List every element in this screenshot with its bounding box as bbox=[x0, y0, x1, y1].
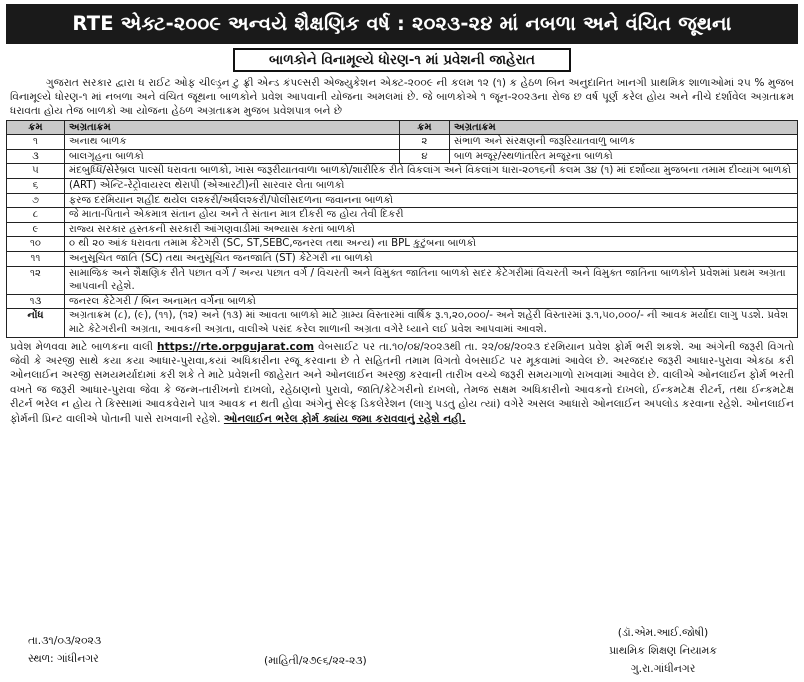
note-text: અગ્રતાક્રમ (૮), (૯), (૧૧), (૧૨) અને (૧૩) માં આવતા બાળકો માટે ગ્રામ્ય વિસ્તારમાં વાર્ષિક રૂ.૧,૨૦,૦૦૦/- અને શહેરી વિસ્તારમાં રૂ.૧,૫૦,૦૦૦/- ની આવક મર્યાદા લાગુ પડશે. પ્રવેશ માટે કેટેગરીની અગ્રતા, આવકની અગ્રતા, વાલીએ પસંદ કરેલ શાળાની અગ્રતા વગેરે ધ્યાને લઈ પ્રવેશ આપવામાં આવશે. bbox=[65, 309, 798, 337]
row-text: ૦ થી ૨૦ આંક ધરાવતા તમામ કેટેગરી (SC, ST,SEBC,જનરલ તથા અન્ય) ના BPL કુટુંબના બાળકો bbox=[65, 237, 798, 252]
note-row bbox=[7, 309, 798, 337]
signatory-title: પ્રાથમિક શિક્ષણ નિયામક bbox=[609, 644, 717, 657]
row-number: ૩ bbox=[7, 149, 65, 164]
table-header-row bbox=[7, 120, 798, 135]
intro-paragraph bbox=[10, 76, 794, 119]
intro-line-4: દર્શાવેલ અગ્રતાક્રમ ધરાવતા હોય તેજ બાળકો આ યોજના હેઠળ અગ્રતાક્રમ મુજબ પ્રવેશપાત્ર બને છે bbox=[10, 91, 794, 118]
table-row bbox=[7, 164, 798, 179]
footer-date: તા.૩૧/૦૩/૨૦૨૩ bbox=[28, 634, 102, 647]
row-text: રાજ્ય સરકાર હસ્તકની સરકારી આંગણવાડીમાં અભ્યાસ કરતાં બાળકો bbox=[65, 222, 798, 237]
row-number: ૧ bbox=[7, 135, 65, 150]
row-text: મંદબુધ્ધિ/સેરેબ્રલ પાલ્સી ધરાવતા બાળકો, ખાસ જરૂરીયાતવાળા બાળકો/શારીરિક રીતે વિકલાંગ અને વિકલાંગ ધારા-૨૦૧૬ની કલમ ૩૪ (૧) માં દર્શાવ્યા મુજબના તમામ દીવ્યાંગ બાળકો bbox=[65, 164, 798, 179]
admission-paragraph bbox=[10, 340, 794, 426]
table-row bbox=[7, 208, 798, 223]
row-text: સામાજિક અને શૈક્ષણિક રીતે પછાત વર્ગ / અન્ય પછાત વર્ગ / વિચરતી અને વિમુક્ત જાતિના બાળકો સદર કેટેગરીમાં વિચરતી અને વિમુક્ત જાતિના બાળકોને પ્રવેશમાં પ્રથમ અગ્રતા આપવાની રહેશે. bbox=[65, 266, 798, 294]
row-text: ફરજ દરમિયાન શહીદ થયેલ લશ્કરી/અર્ધલશ્કરી/પોલીસદળના જવાનના બાળકો bbox=[65, 193, 798, 208]
row-text: અનાથ બાળક bbox=[65, 135, 400, 150]
table-row bbox=[7, 251, 798, 266]
row-text: (ART) એન્ટિ-રેટ્રોવાયરલ થેરાપી (એઆરટી)ની સારવાર લેતા બાળકો bbox=[65, 178, 798, 193]
header-priority-1: અગ્રતાક્રમ bbox=[65, 120, 400, 135]
admission-text-start: પ્રવેશ મેળવવા માટે બાળકના વાલી bbox=[10, 340, 153, 353]
row-number: ૧૩ bbox=[7, 294, 65, 309]
table-row bbox=[7, 222, 798, 237]
footer-left bbox=[28, 632, 101, 668]
website-link[interactable]: https://rte.orpgujarat.com bbox=[157, 340, 315, 353]
signatory-name: (ડૉ.એમ.આઈ.જોષી) bbox=[617, 626, 709, 639]
row-text: બાલગૃહના બાળકો bbox=[65, 149, 400, 164]
intro-line-2: ક હેઠળ બિન અનુદાનિત ખાનગી પ્રાથમિક શાળાઓમાં ૨૫ % મુજબ વિનામૂલ્યે ધોરણ-૧ માં નબળા અને વંચિત જૂથના bbox=[10, 77, 794, 104]
row-text: બાળ મજૂર/સ્થળાંતરિત મજૂરના બાળકો bbox=[450, 149, 798, 164]
intro-line-3: બાળકોને પ્રવેશ આપવાની યોજના અમલમાં છે. જે બાળકોએ ૧ જૂન-૨૦૨૩ના રોજ છ વર્ષ પૂર્ણ કરેલ હોય અને નીચે bbox=[220, 91, 712, 104]
signatory-place: ગુ.રા.ગાંધીનગર bbox=[630, 662, 696, 675]
row-number: ૯ bbox=[7, 222, 65, 237]
row-number: ૭ bbox=[7, 193, 65, 208]
header-kram-1: ક્રમ bbox=[7, 120, 65, 135]
row-number: ૪ bbox=[400, 149, 450, 164]
intro-line-1: ગુજરાત સરકાર દ્વારા ધ રાઈટ ઓફ ચીલ્ડ્રન ટુ ફ્રી એન્ડ કંપલ્સરી એજ્યુકેશન એક્ટ-૨૦૦૯ ની કલમ ૧૨ (૧) bbox=[46, 77, 506, 89]
note-label: નોંધ bbox=[7, 309, 65, 337]
footer bbox=[6, 624, 798, 680]
footer-place: સ્થળ: ગાંધીનગર bbox=[28, 652, 99, 665]
header-priority-2: અગ્રતાક્રમ bbox=[450, 120, 798, 135]
row-number: ૧૨ bbox=[7, 266, 65, 294]
row-text: જે માતા-પિતાને એકમાત્ર સંતાન હોય અને તે સંતાન માત્ર દીકરી જ હોય તેવી દિકરી bbox=[65, 208, 798, 223]
header-kram-2: ક્રમ bbox=[400, 120, 450, 135]
notice-subtitle: બાળકોને વિનામૂલ્યે ધોરણ-૧ માં પ્રવેશની જાહેરાત bbox=[233, 48, 571, 72]
footer-info-number: (માહિતી/૨૭૯૬/૨૨-૨૩) bbox=[264, 654, 367, 667]
footer-signature bbox=[558, 624, 768, 678]
row-number: ૨ bbox=[400, 135, 450, 150]
row-number: ૧૦ bbox=[7, 237, 65, 252]
notice-title: RTE એક્ટ-૨૦૦૯ અન્વયે શૈક્ષણિક વર્ષ : ૨૦૨૩-૨૪ માં નબળા અને વંચિત જૂથના bbox=[6, 4, 798, 44]
row-number: ૧૧ bbox=[7, 251, 65, 266]
table-row bbox=[7, 294, 798, 309]
table-row bbox=[7, 135, 798, 150]
subtitle-wrap bbox=[6, 48, 798, 72]
table-row bbox=[7, 237, 798, 252]
table-row bbox=[7, 178, 798, 193]
row-number: ૫ bbox=[7, 164, 65, 179]
table-row bbox=[7, 149, 798, 164]
admission-text-end: ઓનલાઈન ભરેલ ફોર્મ ક્યાંય જમા કરાવવાનું રહેશે નહી. bbox=[223, 412, 466, 425]
row-text: જનરલ કેટેગરી / બિન અનામત વર્ગના બાળકો bbox=[65, 294, 798, 309]
row-text: સંભાળ અને સંરક્ષણની જરૂરિયાતવાળુ બાળક bbox=[450, 135, 798, 150]
table-row bbox=[7, 193, 798, 208]
row-number: ૮ bbox=[7, 208, 65, 223]
admission-text-body: વેબસાઈટ પર તા.૧૦/૦૪/૨૦૨૩થી તા. ૨૨/૦૪/૨૦૨૩ દરમિયાન પ્રવેશ ફોર્મ ભરી શકશે. આ અંગેની જરૂરી વિગતો જેવી કે અરજી સાથે કયા કયા આધાર-પુરાવા,કયાં અધિકારીના રજૂ કરવાના છે તે સહિતની તમામ વિગતો વેબસાઈટ પર મૂકવામાં આવેલ છે. અરજદાર જરૂરી આધાર-પુરાવા એકઠા કરી ઓનલાઈન અરજી સમયમર્યાદામાં કરી શકે તે માટે પ્રવેશની જાહેરાત અને ઓનલાઈન અરજી કરવાની તારીખ વચ્ચે જરૂરી સમયગાળો રાખવામાં આવેલ છે. વાલીએ ઓનલાઈન ફોર્મ ભરતી વખતે જ જરૂરી આધાર-પુરાવા જેવા કે જન્મ-તારીખનો દાખલો, રહેઠાણનો પુરાવો, જાતિ/કેટેગરીનો દાખલો, તેમજ સક્ષમ અધિકારીનો આવકનો દાખલો, ઈન્કમટેક્ષ રીટર્ન, તથા ઈન્કમટેક્ષ રીટર્ન ભરેલ ન હોય તે કિસ્સામાં આવકવેરાને પાત્ર આવક ન થતી હોવા અંગેનું સેલ્ફ ડિકલેરેશન (લાગુ પડતુ હોય ત્યાં) વગેરે અસલ આધારો ઓનલાઈન અપલોડ કરવાના રહેશે. ઓનલાઈન ફોર્મની પ્રિન્ટ વાલીએ પોતાની પાસે રાખવાની રહેશે. bbox=[10, 340, 794, 425]
priority-table bbox=[6, 120, 798, 338]
row-number: ૬ bbox=[7, 178, 65, 193]
row-text: અનુસૂચિત જાતિ (SC) તથા અનુસૂચિત જનજાતિ (ST) કેટેગરી ના બાળકો bbox=[65, 251, 798, 266]
table-row bbox=[7, 266, 798, 294]
